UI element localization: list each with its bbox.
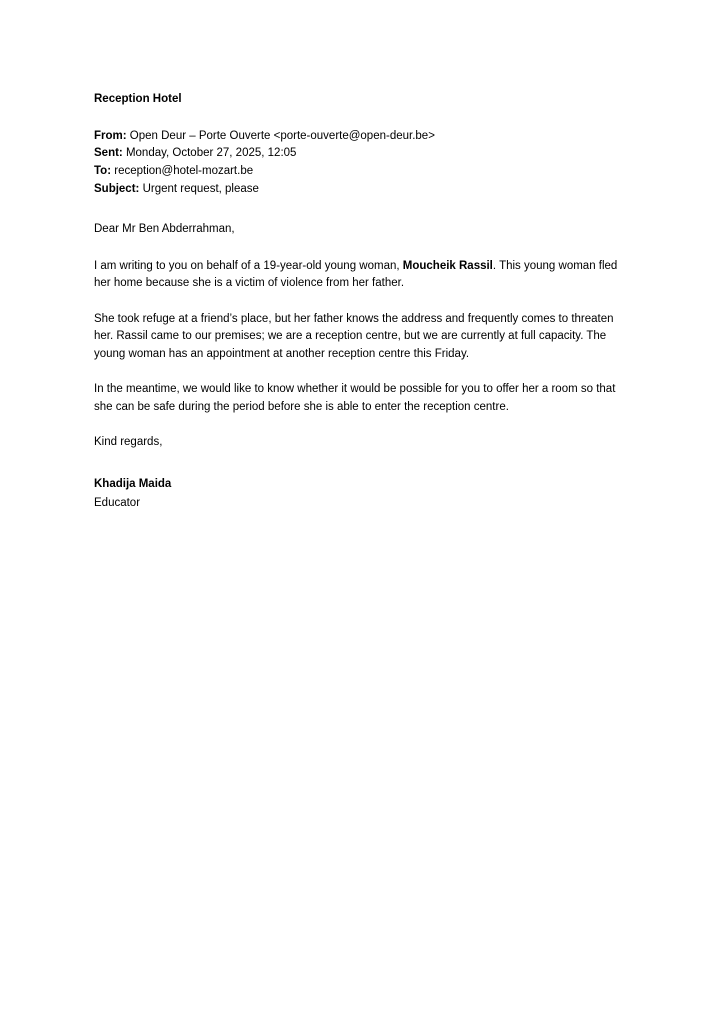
signature-role: Educator	[94, 496, 141, 509]
subject-label: Subject:	[94, 182, 140, 195]
body-paragraph-3: In the meantime, we would like to know whether it would be possible for you to offer her a room so that she can be safe during the period before she is able to enter the reception centre.	[94, 383, 616, 413]
paragraph-1-part-2: . This young woman fled her home because she is a victim of violence from her father.	[94, 260, 618, 290]
header-row-subject	[94, 181, 628, 199]
header-row-to	[94, 163, 628, 181]
body-paragraph-2: She took refuge at a friend’s place, but her father knows the address and frequently comes to threaten her. Rassil came to our premises; we are a reception centre, but we are currently at full capacity. The young woman has an appointment at another reception centre this Friday.	[94, 312, 614, 360]
sent-value: Monday, October 27, 2025, 12:05	[125, 147, 297, 160]
signature-name: Khadija Maida	[94, 477, 172, 490]
paragraph-1-highlight-name: Moucheik Rassil	[402, 260, 493, 273]
header-row-sent	[94, 145, 628, 163]
paragraph-1-part-1: I am writing to you on behalf of a 19-year-old young woman,	[94, 260, 403, 273]
subject-value: Urgent request, please	[142, 182, 259, 195]
to-value: reception@hotel-mozart.be	[114, 165, 254, 178]
sent-label: Sent:	[94, 147, 123, 160]
body-paragraph-1	[94, 258, 628, 293]
to-label: To:	[94, 165, 112, 178]
from-label: From:	[94, 129, 127, 142]
closing-line: Kind regards,	[94, 436, 163, 449]
email-header-block	[94, 128, 628, 199]
from-value: Open Deur – Porte Ouverte <porte-ouverte@open-deur.be>	[129, 129, 435, 142]
document-title: Reception Hotel	[94, 93, 182, 105]
salutation: Dear Mr Ben Abderrahman,	[94, 222, 235, 235]
header-row-from	[94, 128, 628, 146]
